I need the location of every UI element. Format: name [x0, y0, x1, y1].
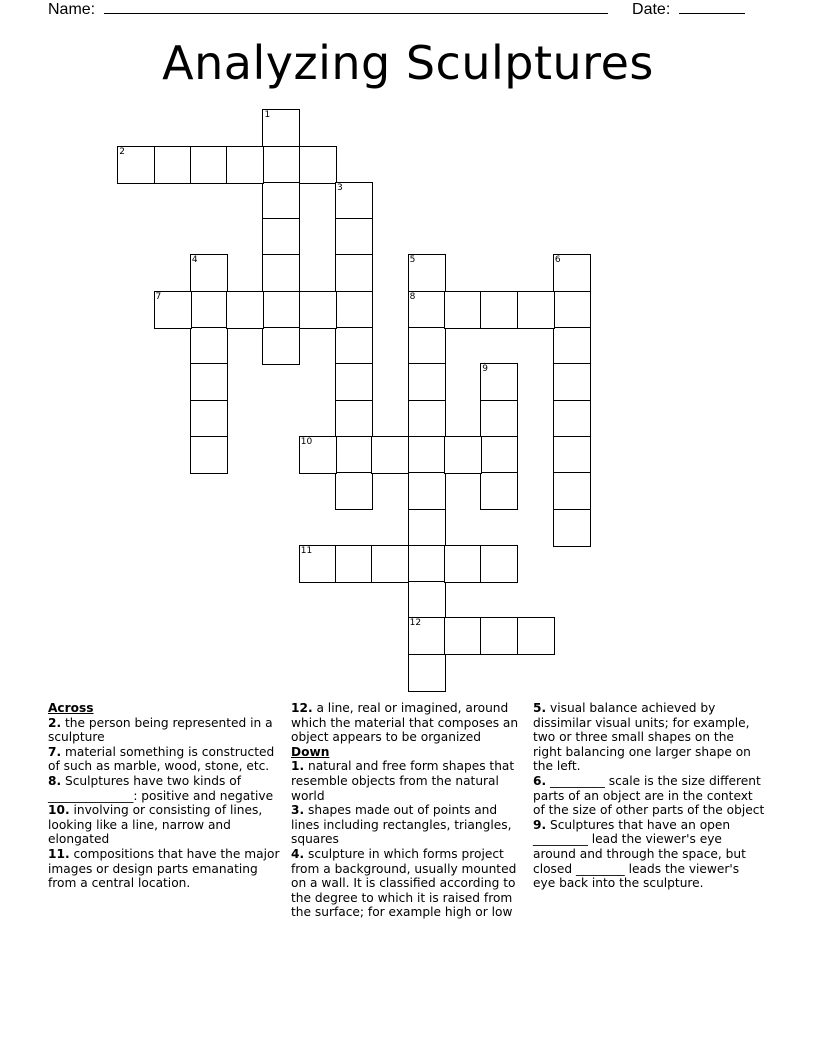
grid-cell[interactable]: [408, 436, 446, 474]
grid-cell[interactable]: [117, 146, 155, 184]
grid-cell[interactable]: [335, 436, 373, 474]
clue-across-7: 7. material something is constructed of such as marble, wood, stone, etc.: [48, 744, 275, 774]
grid-cell[interactable]: [190, 146, 228, 184]
grid-cell[interactable]: [335, 254, 373, 292]
cell-number: 2: [119, 146, 125, 157]
cell-number: 9: [482, 364, 488, 375]
grid-cell[interactable]: [408, 400, 446, 438]
grid-cell[interactable]: [262, 182, 300, 220]
grid-cell[interactable]: [335, 291, 373, 329]
grid-cell[interactable]: [408, 363, 446, 401]
grid-cell[interactable]: [299, 545, 337, 583]
grid-cell[interactable]: [262, 218, 300, 256]
clues-column-3: [533, 701, 765, 891]
grid-cell[interactable]: [335, 545, 373, 583]
grid-cell[interactable]: [408, 581, 446, 619]
cell-number: 10: [300, 436, 313, 447]
clue-down-6: 6. _________ scale is the size different parts of an object are in the context of the size of other parts of the object: [533, 773, 765, 818]
grid-cell[interactable]: [553, 363, 591, 401]
grid-cell[interactable]: [262, 254, 300, 292]
cell-number: 5: [409, 255, 416, 266]
grid-cell[interactable]: [480, 436, 518, 474]
grid-cell[interactable]: [190, 254, 228, 292]
cell-number: 1: [264, 110, 271, 121]
grid-cell[interactable]: [408, 291, 446, 329]
grid-cell[interactable]: [226, 291, 264, 329]
grid-cell[interactable]: [190, 400, 228, 438]
grid-cell[interactable]: [190, 291, 228, 329]
grid-cell[interactable]: [553, 291, 591, 329]
grid-cell[interactable]: [480, 400, 518, 438]
clue-down-3: 3. shapes made out of points and lines including rectangles, triangles, squares: [291, 803, 512, 847]
grid-cell[interactable]: [408, 472, 446, 510]
grid-cell[interactable]: [480, 545, 518, 583]
grid-cell[interactable]: [553, 400, 591, 438]
grid-cell[interactable]: [262, 109, 300, 147]
grid-cell[interactable]: [335, 327, 373, 365]
date-label: Date:: [632, 1, 671, 18]
grid-cell[interactable]: [190, 363, 228, 401]
clue-down-4: 4. sculpture in which forms project from a background, usually mounted on a wall. It is classified according to the degree to which it is raised from the surface; for example high or low: [291, 846, 517, 920]
grid-cell[interactable]: [444, 436, 482, 474]
grid-cell[interactable]: [553, 327, 591, 365]
grid-cell[interactable]: [226, 146, 264, 184]
clue-across-11: 11. compositions that have the major images or design parts emanating from a central location.: [48, 846, 280, 891]
grid-cell[interactable]: [480, 617, 518, 655]
clue-across-12: 12. a line, real or imagined, around which the material that composes an object appears to be organized: [291, 701, 519, 745]
clues-column-2: [291, 701, 523, 920]
grid-cell[interactable]: [553, 254, 591, 292]
grid-cell[interactable]: [480, 472, 518, 510]
grid-cell[interactable]: [335, 400, 373, 438]
grid-cell[interactable]: [408, 654, 446, 692]
grid-cell[interactable]: [335, 472, 373, 510]
grid-cell[interactable]: [408, 254, 446, 292]
grid-cell[interactable]: [154, 146, 192, 184]
cell-number: 8: [409, 291, 416, 302]
grid-cell[interactable]: [444, 291, 482, 329]
clue-across-10: 10. involving or consisting of lines, looking like a line, narrow and elongated: [48, 803, 263, 847]
grid-cell[interactable]: [262, 146, 300, 184]
clue-down-1: 1. natural and free form shapes that resemble objects from the natural world: [291, 759, 515, 803]
grid-cell[interactable]: [299, 146, 337, 184]
across-heading: Across: [48, 701, 94, 715]
grid-cell[interactable]: [371, 436, 409, 474]
grid-cell[interactable]: [262, 291, 300, 329]
grid-cell[interactable]: [553, 509, 591, 547]
grid-cell[interactable]: [335, 182, 373, 220]
grid-cell[interactable]: [154, 291, 192, 329]
grid-cell[interactable]: [408, 545, 446, 583]
grid-cell[interactable]: [408, 327, 446, 365]
clue-down-5: 5. visual balance achieved by dissimilar visual units; for example, two or three small shapes on the right balancing one larger shape on the left.: [533, 701, 751, 774]
grid-cell[interactable]: [444, 545, 482, 583]
grid-cell[interactable]: [190, 327, 228, 365]
clue-down-9: 9. Sculptures that have an open _________ lead the viewer's eye around and through the space, but closed ________ leads the viewer's eye back into the sculpture.: [533, 817, 746, 891]
grid-cell[interactable]: [517, 291, 555, 329]
grid-cell[interactable]: [408, 617, 446, 655]
grid-cell[interactable]: [190, 436, 228, 474]
cell-number: 7: [155, 291, 162, 302]
grid-cell[interactable]: [408, 509, 446, 547]
grid-cell[interactable]: [299, 436, 337, 474]
grid-cell[interactable]: [480, 363, 518, 401]
grid-cell[interactable]: [480, 291, 518, 329]
grid-cell[interactable]: [553, 472, 591, 510]
clue-across-2: 2. the person being represented in a sculpture: [48, 715, 273, 745]
grid-cell[interactable]: [299, 291, 337, 329]
cell-number: 6: [554, 255, 561, 266]
grid-cell[interactable]: [335, 218, 373, 256]
cell-number: 11: [300, 545, 313, 556]
cell-number: 12: [409, 618, 422, 629]
name-label: Name:: [48, 1, 96, 18]
grid-cell[interactable]: [517, 617, 555, 655]
down-heading: Down: [291, 744, 330, 759]
cell-number: 4: [191, 255, 198, 266]
page-title: Analyzing Sculptures: [162, 36, 654, 90]
grid-cell[interactable]: [553, 436, 591, 474]
grid-cell[interactable]: [371, 545, 409, 583]
grid-cell[interactable]: [444, 617, 482, 655]
grid-cell[interactable]: [262, 327, 300, 365]
clue-across-8: 8. Sculptures have two kinds of ______________: positive and negative: [48, 773, 274, 803]
clues-column-1: [48, 701, 280, 891]
cell-number: 3: [337, 182, 343, 193]
grid-cell[interactable]: [335, 363, 373, 401]
